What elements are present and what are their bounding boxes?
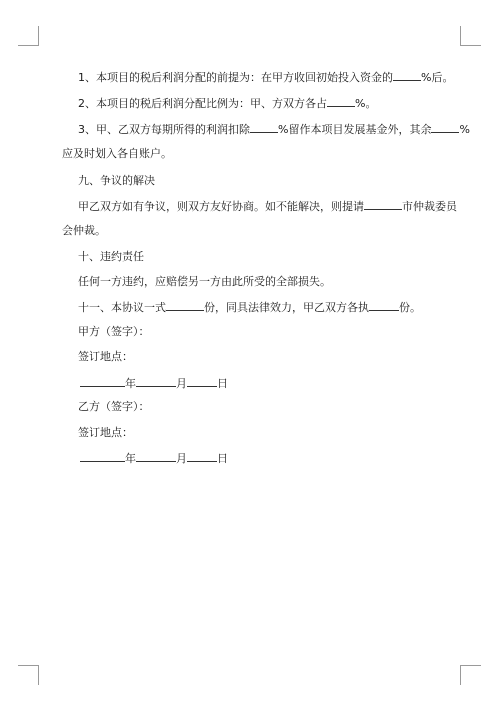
crop-mark-bottom-right-h <box>460 665 481 666</box>
section-11-blank-1 <box>166 300 204 311</box>
clause-3-blank-1 <box>250 122 278 133</box>
party-a-date <box>80 376 446 391</box>
clause-3 <box>78 122 470 137</box>
crop-mark-bottom-right-v <box>460 665 461 685</box>
section-11-p1: 十一、本协议一式 <box>78 301 166 314</box>
party-a-month-blank <box>136 376 176 387</box>
clause-1-text: 1、本项目的税后利润分配的前提为：在甲方收回初始投入资金的 <box>78 71 393 84</box>
party-a-place-label: 签订地点： <box>78 350 133 363</box>
clause-1-suffix: %后。 <box>421 71 454 84</box>
clause-3-blank-2 <box>431 122 459 133</box>
clause-2-text: 2、本项目的税后利润分配比例为：甲、方双方各占 <box>78 97 327 110</box>
clause-1-blank <box>393 70 421 81</box>
section-9-text <box>78 199 457 214</box>
section-11-p3: 份。 <box>399 301 421 314</box>
section-9-continuation: 会仲裁。 <box>62 224 106 237</box>
party-b-month-label: 月 <box>176 452 187 465</box>
clause-3-continuation: 应及时划入各自账户。 <box>62 147 172 160</box>
section-11-blank-2 <box>369 300 399 311</box>
section-10-text: 任何一方违约，应赔偿另一方由此所受的全部损失。 <box>78 275 331 288</box>
party-b-day-label: 日 <box>217 452 228 465</box>
section-9-heading: 九、争议的解决 <box>78 174 155 187</box>
party-a-year-label: 年 <box>125 377 136 390</box>
crop-mark-bottom-left-h <box>18 665 39 666</box>
section-9-text-after: 市仲裁委员 <box>402 200 457 213</box>
clause-1 <box>78 70 454 85</box>
clause-2-blank <box>327 96 355 107</box>
party-a-signature-label: 甲方（签字）： <box>78 325 150 338</box>
party-a-month-label: 月 <box>176 377 187 390</box>
section-11-p2: 份，同具法律效力，甲乙双方各执 <box>204 301 369 314</box>
crop-mark-top-right-h <box>460 45 481 46</box>
party-b-day-blank <box>187 451 217 462</box>
clause-2 <box>78 96 446 111</box>
crop-mark-top-left-v <box>38 26 39 46</box>
party-a-year-blank <box>80 376 125 387</box>
party-b-date <box>80 451 446 466</box>
party-a-day-label: 日 <box>217 377 228 390</box>
party-a-day-blank <box>187 376 217 387</box>
party-b-signature-label: 乙方（签字）： <box>78 400 150 413</box>
clause-3-mid: %留作本项目发展基金外，其余 <box>278 123 432 136</box>
crop-mark-top-left-h <box>18 45 39 46</box>
party-b-place-label: 签订地点： <box>78 426 133 439</box>
crop-mark-top-right-v <box>460 26 461 46</box>
section-11 <box>78 300 446 315</box>
clause-3-suffix: % <box>459 123 470 136</box>
party-b-year-blank <box>80 451 125 462</box>
section-9-blank <box>364 199 402 210</box>
party-b-year-label: 年 <box>125 452 136 465</box>
section-10-heading: 十、违约责任 <box>78 250 144 263</box>
clause-2-suffix: %。 <box>355 97 377 110</box>
crop-mark-bottom-left-v <box>38 665 39 685</box>
section-9-text-before: 甲乙双方如有争议，则双方友好协商。如不能解决，则提请 <box>78 200 364 213</box>
party-b-month-blank <box>136 451 176 462</box>
clause-3-text: 3、甲、乙双方每期所得的利润扣除 <box>78 123 250 136</box>
